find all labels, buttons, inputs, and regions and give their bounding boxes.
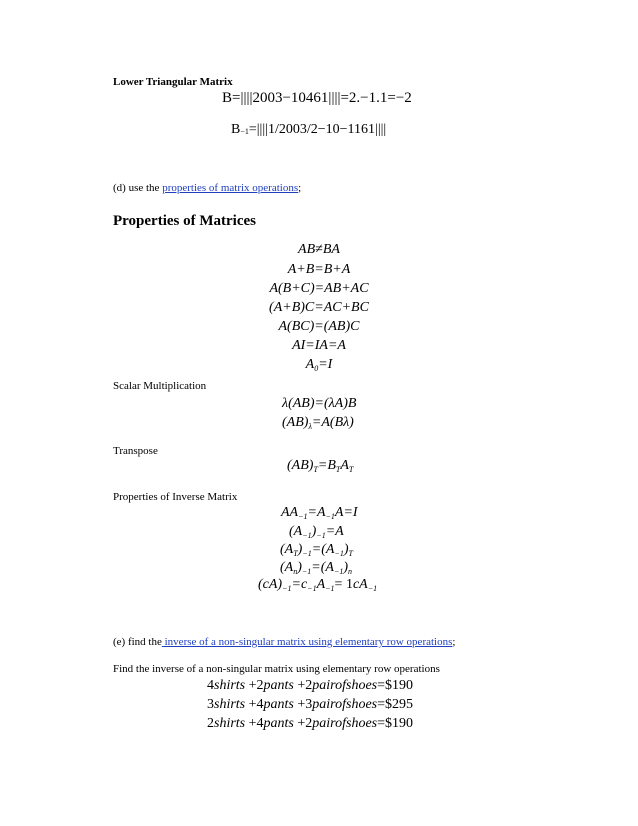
inv4-1: n	[293, 567, 298, 576]
inv3-5: −1	[334, 549, 344, 558]
s2-3: pants	[263, 697, 294, 712]
inv5-2: =c	[291, 577, 308, 592]
s3-1: shirts	[214, 716, 246, 731]
a0-base: A	[305, 357, 315, 372]
inv5-0: (cA)	[258, 577, 283, 592]
tp-0: (AB)	[287, 458, 314, 473]
scalar-eq-2a: (AB)	[282, 415, 309, 430]
system-eq-3	[207, 716, 413, 732]
part-d-line	[113, 182, 301, 194]
s1-3: pants	[263, 678, 294, 693]
scalar-eq-2b: λ	[308, 422, 312, 431]
inv2-4: =A	[325, 524, 344, 539]
part-e-suffix: ;	[452, 636, 456, 648]
part-d-prefix: (d) use the	[113, 182, 163, 194]
prop-eq-1: AB≠BA	[298, 242, 340, 257]
tp-4: A	[340, 458, 349, 473]
inv2-3: −1	[316, 531, 326, 540]
inverse-link[interactable]: inverse of a non-singular matrix using elementary row operations	[161, 636, 453, 648]
s1-1: shirts	[214, 678, 246, 693]
properties-link[interactable]: properties of matrix operations	[162, 182, 299, 194]
inv5-5: −1	[325, 584, 335, 593]
prop-eq-6: AI=IA=A	[292, 338, 346, 353]
inv3-0: (A	[280, 542, 294, 557]
s3-4: +2	[293, 716, 313, 731]
scalar-eq-1: λ(AB)=(λA)B	[282, 396, 357, 411]
find-inverse-text: Find the inverse of a non-singular matrix using elementary row operations	[113, 663, 440, 675]
matrix-b-inverse-equation	[231, 122, 386, 138]
s1-0: 4	[207, 678, 214, 693]
inv2-1: −1	[302, 531, 312, 540]
prop-eq-5: A(BC)=(AB)C	[278, 319, 360, 334]
prop-eq-7	[0, 357, 638, 373]
inverse-eq-4	[280, 560, 352, 576]
s1-5: pairofshoes	[312, 678, 378, 693]
part-d-suffix: ;	[298, 182, 302, 194]
inv4-3: −1	[301, 567, 312, 576]
inv5-6: = 1	[334, 577, 353, 592]
s1-6: =$190	[377, 678, 414, 693]
s3-0: 2	[207, 716, 214, 731]
lower-triangular-title: Lower Triangular Matrix	[113, 76, 233, 88]
tp-1: T	[313, 465, 318, 474]
inv4-7: n	[348, 567, 353, 576]
tp-2: =B	[317, 458, 336, 473]
inv3-7: T	[348, 549, 353, 558]
inv1-4: A=I	[334, 505, 358, 520]
s2-1: shirts	[214, 697, 246, 712]
a0-exp: 0	[314, 364, 319, 373]
system-eq-1	[207, 678, 413, 694]
inverse-eq-1	[281, 505, 358, 521]
inv3-2: )	[297, 542, 303, 557]
inverse-eq-3	[280, 542, 353, 558]
prop-eq-3: A(B+C)=AB+AC	[269, 281, 369, 296]
inv4-5: −1	[333, 567, 344, 576]
binv-base: B	[231, 122, 241, 137]
tp-5: T	[348, 465, 354, 474]
s3-3: pants	[263, 716, 294, 731]
properties-heading: Properties of Matrices	[113, 213, 256, 229]
tp-3: T	[335, 465, 341, 474]
s2-4: +3	[293, 697, 313, 712]
s1-2: +2	[245, 678, 264, 693]
inv4-2: )	[297, 560, 302, 575]
inv3-3: −1	[302, 549, 312, 558]
inv1-3: −1	[325, 512, 335, 521]
inv1-1: −1	[298, 512, 308, 521]
s1-4: +2	[293, 678, 313, 693]
inv5-3: −1	[307, 584, 317, 593]
inv3-6: )	[343, 542, 349, 557]
inv3-1: T	[293, 549, 298, 558]
inv4-6: )	[343, 560, 349, 575]
prop-eq-4: (A+B)C=AC+BC	[269, 300, 369, 315]
inverse-label: Properties of Inverse Matrix	[113, 491, 238, 503]
matrix-b-text: B=||||2003−10461||||=2.−1.1=−2	[222, 90, 412, 106]
inv3-4: =(A	[311, 542, 335, 557]
scalar-eq-2c: =A(Bλ)	[311, 415, 354, 430]
s2-2: +4	[245, 697, 264, 712]
inv5-7: cA	[352, 577, 368, 592]
scalar-eq-2	[282, 415, 354, 431]
inv4-4: =(A	[311, 560, 334, 575]
transpose-label: Transpose	[113, 445, 158, 457]
inv1-0: AA	[281, 505, 299, 520]
prop-eq-2: A+B=B+A	[287, 262, 351, 277]
scalar-label: Scalar Multiplication	[113, 380, 207, 392]
inv5-1: −1	[282, 584, 292, 593]
s3-5: pairofshoes	[312, 716, 378, 731]
inv5-8: −1	[367, 584, 378, 593]
s2-6: =$295	[377, 697, 414, 712]
s2-5: pairofshoes	[312, 697, 378, 712]
inverse-eq-5	[258, 577, 377, 593]
s3-6: =$190	[377, 716, 414, 731]
transpose-eq	[287, 458, 353, 474]
inv5-4: A	[316, 577, 326, 592]
system-eq-2	[207, 697, 413, 713]
matrix-b-equation	[222, 90, 412, 107]
a0-rest: =I	[318, 357, 333, 372]
s3-2: +4	[245, 716, 264, 731]
binv-rest: =||||1/2003/2−10−1161||||	[248, 122, 387, 137]
part-e-line	[113, 636, 455, 648]
s2-0: 3	[207, 697, 214, 712]
inverse-eq-2	[289, 524, 344, 540]
binv-exp: −1	[240, 127, 249, 136]
inv1-2: =A	[307, 505, 326, 520]
part-e-prefix: (e) find the	[113, 636, 162, 648]
inv4-0: (A	[280, 560, 294, 575]
inv2-0: (A	[289, 524, 303, 539]
inv2-2: )	[311, 524, 317, 539]
